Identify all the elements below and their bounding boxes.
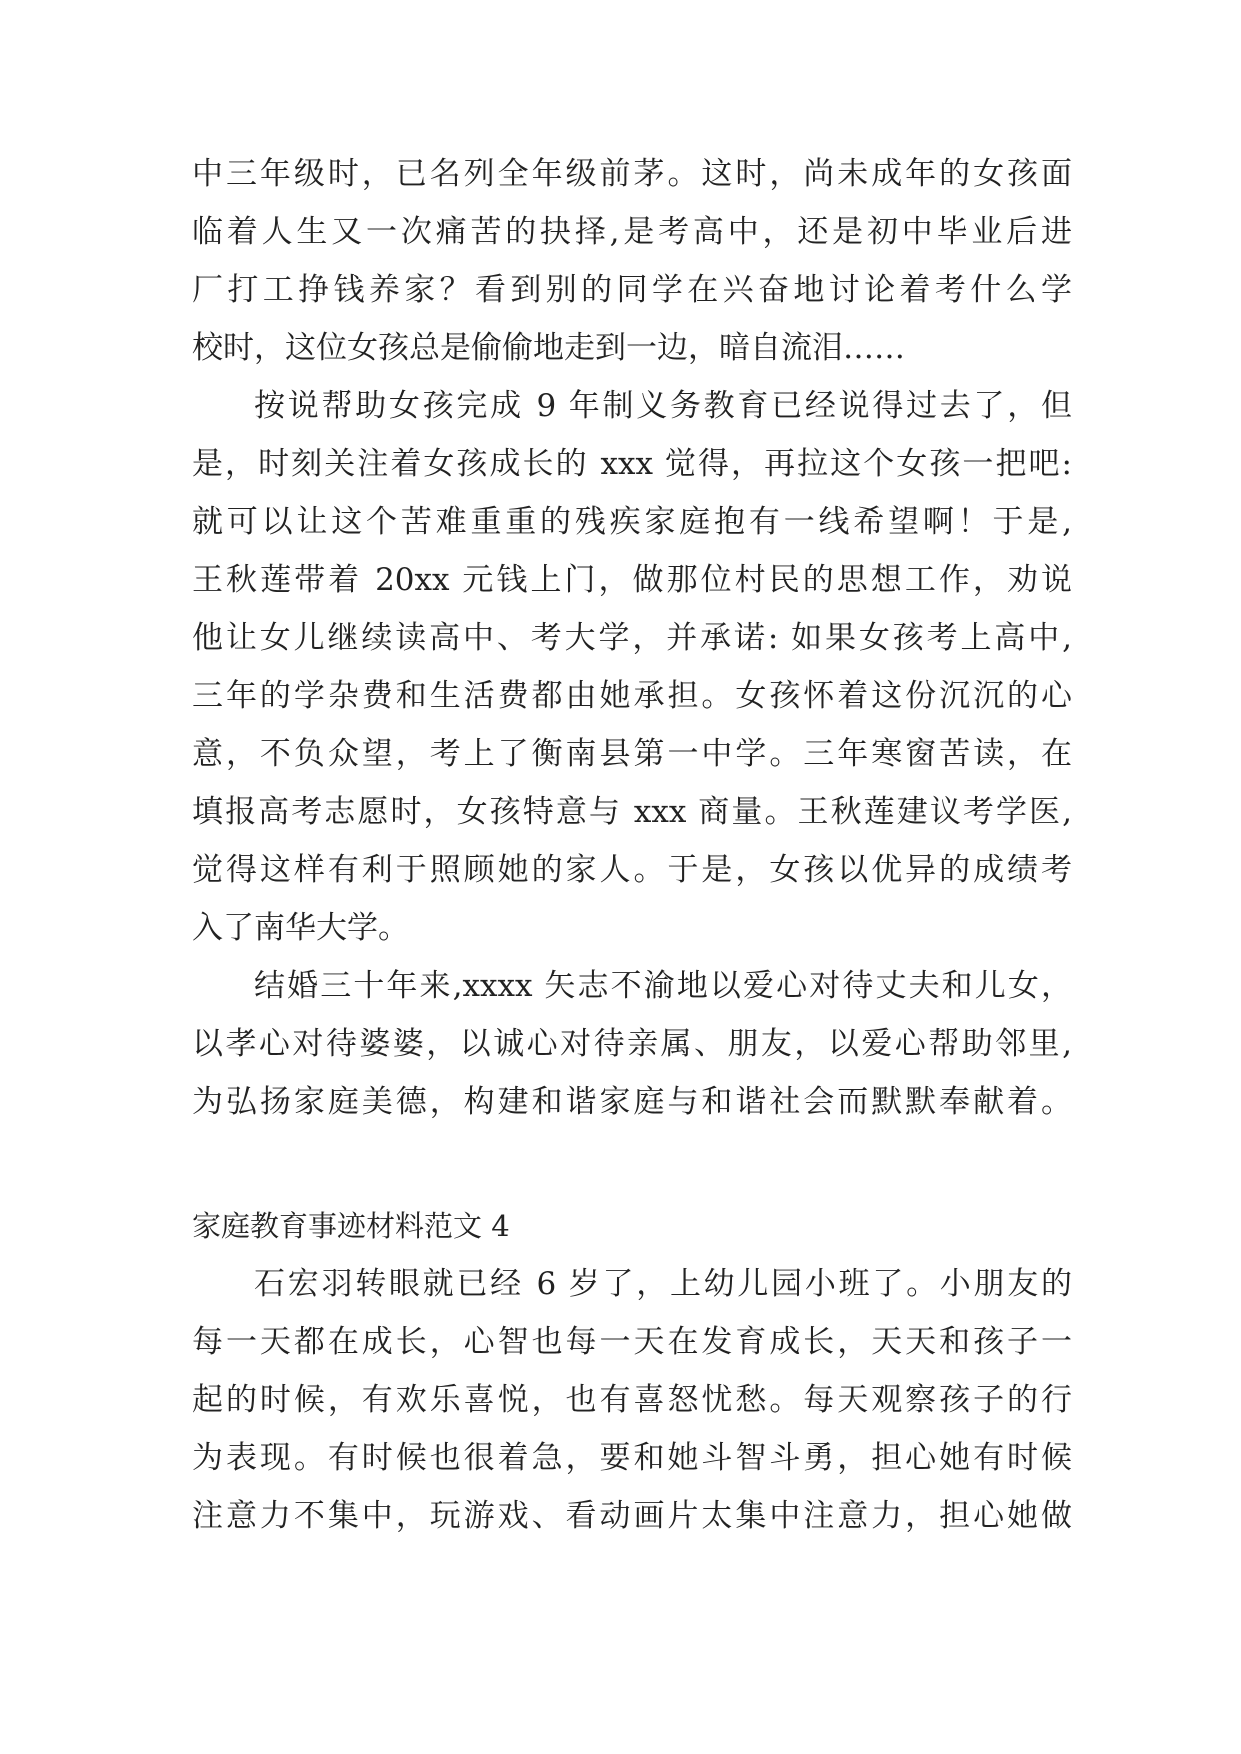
text-line: 是，时刻关注着女孩成长的 xxx 觉得，再拉这个女孩一把吧: bbox=[192, 446, 1072, 482]
text-line: 按说帮助女孩完成 9 年制义务教育已经说得过去了，但 bbox=[254, 388, 1072, 424]
text-line: 为表现。有时候也很着急，要和她斗智斗勇，担心她有时候 bbox=[192, 1440, 1072, 1476]
text-line: 每一天都在成长，心智也每一天在发育成长，天天和孩子一 bbox=[192, 1324, 1072, 1360]
text-line: 注意力不集中，玩游戏、看动画片太集中注意力，担心她做 bbox=[192, 1498, 1072, 1534]
text-line: 入了南华大学。 bbox=[192, 910, 409, 946]
text-line: 填报高考志愿时，女孩特意与 xxx 商量。王秋莲建议考学医, bbox=[192, 794, 1072, 830]
text-line: 以孝心对待婆婆，以诚心对待亲属、朋友，以爱心帮助邻里, bbox=[192, 1026, 1072, 1062]
text-line: 结婚三十年来,xxxx 矢志不渝地以爱心对待丈夫和儿女， bbox=[254, 968, 1072, 1004]
text-line: 就可以让这个苦难重重的残疾家庭抱有一线希望啊！于是, bbox=[192, 504, 1072, 540]
text-line: 为弘扬家庭美德，构建和谐家庭与和谐社会而默默奉献着。 bbox=[192, 1084, 1072, 1120]
text-line: 起的时候，有欢乐喜悦，也有喜怒忧愁。每天观察孩子的行 bbox=[192, 1382, 1072, 1418]
text-line: 厂打工挣钱养家？看到别的同学在兴奋地讨论着考什么学 bbox=[192, 272, 1072, 308]
text-line: 校时，这位女孩总是偷偷地走到一边，暗自流泪…… bbox=[192, 330, 905, 366]
text-line: 觉得这样有利于照顾她的家人。于是，女孩以优异的成绩考 bbox=[192, 852, 1072, 888]
text-line: 中三年级时，已名列全年级前茅。这时，尚未成年的女孩面 bbox=[192, 156, 1072, 192]
text-line: 意，不负众望，考上了衡南县第一中学。三年寒窗苦读，在 bbox=[192, 736, 1072, 772]
text-line: 王秋莲带着 20xx 元钱上门，做那位村民的思想工作，劝说 bbox=[192, 562, 1072, 598]
text-line: 他让女儿继续读高中、考大学，并承诺: 如果女孩考上高中, bbox=[192, 620, 1072, 656]
text-line: 临着人生又一次痛苦的抉择,是考高中，还是初中毕业后进 bbox=[192, 214, 1072, 250]
text-line: 石宏羽转眼就已经 6 岁了，上幼儿园小班了。小朋友的 bbox=[254, 1266, 1072, 1302]
text-line: 三年的学杂费和生活费都由她承担。女孩怀着这份沉沉的心 bbox=[192, 678, 1072, 714]
section-heading: 家庭教育事迹材料范文 4 bbox=[192, 1209, 510, 1243]
